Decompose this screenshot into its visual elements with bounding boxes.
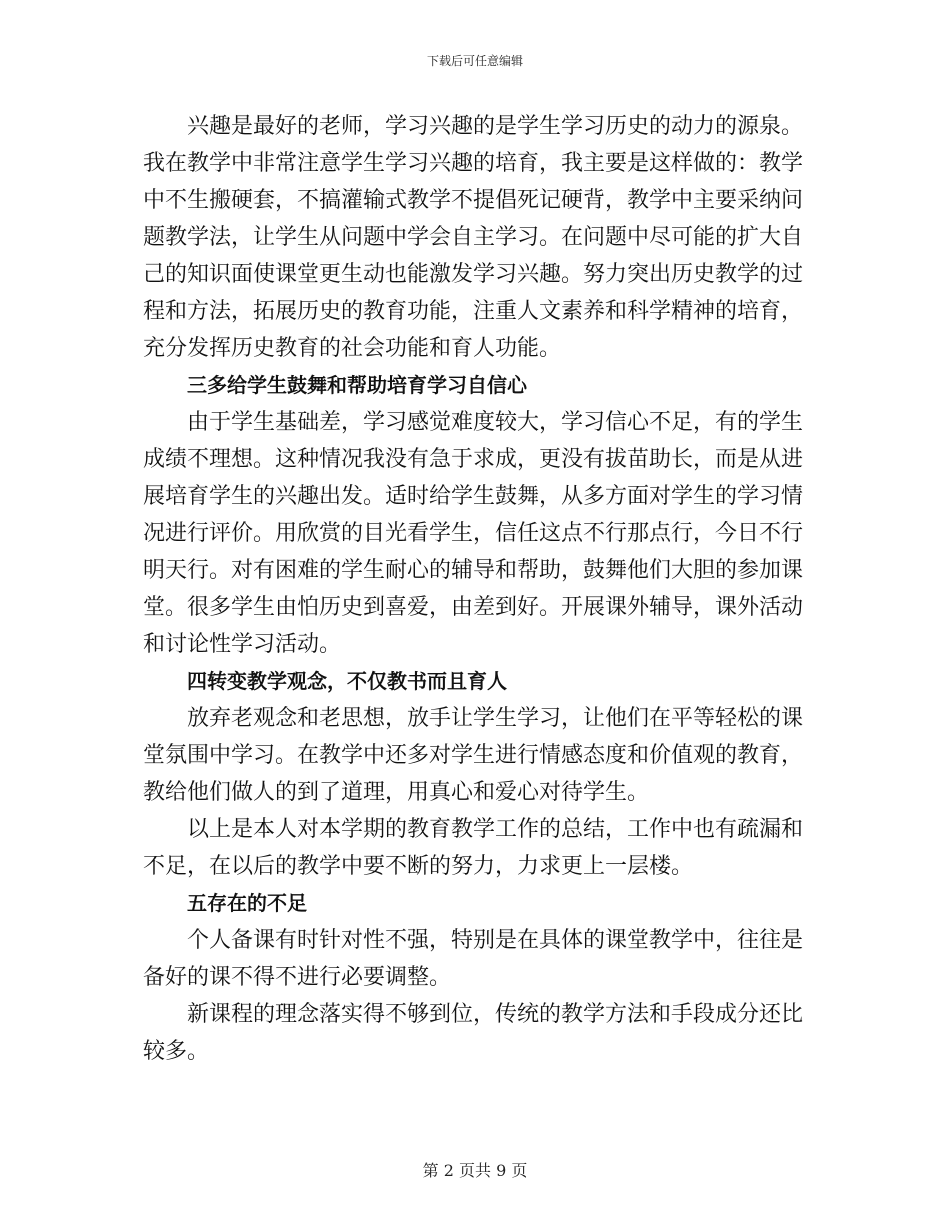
paragraph-line: 教给他们做人的到了道理，用真心和爱心对待学生。 <box>143 780 650 805</box>
paragraph-line: 成绩不理想。这种情况我没有急于求成，更没有拔苗助长，而是从进 <box>143 447 804 472</box>
page-footer: 第 2 页共 9 页 <box>422 1161 528 1180</box>
document-body <box>143 108 805 1070</box>
body-paragraph <box>143 700 805 811</box>
body-paragraph <box>143 811 805 885</box>
paragraph-line: 我在教学中非常注意学生学习兴趣的培育，我主要是这样做的：教学 <box>143 151 804 176</box>
page-header: 下载后可任意编辑 <box>426 54 523 68</box>
section-heading: 四转变教学观念，不仅教书而且育人 <box>187 669 507 693</box>
body-paragraph <box>143 404 805 663</box>
paragraph-line: 以上是本人对本学期的教育教学工作的总结，工作中也有疏漏和 <box>187 817 804 842</box>
paragraph-line: 堂氛围中学习。在教学中还多对学生进行情感态度和价值观的教育， <box>143 743 804 768</box>
body-paragraph <box>143 922 805 996</box>
paragraph-line: 个人备课有时针对性不强，特别是在具体的课堂教学中，往往是 <box>187 928 804 953</box>
body-paragraph <box>143 996 805 1070</box>
paragraph-line: 新课程的理念落实得不够到位，传统的教学方法和手段成分还比 <box>187 1002 804 1027</box>
section-heading: 五存在的不足 <box>187 891 307 915</box>
paragraph-line: 题教学法，让学生从问题中学会自主学习。在问题中尽可能的扩大自 <box>143 225 804 250</box>
paragraph-line: 堂。很多学生由怕历史到喜爱，由差到好。开展课外辅导，课外活动 <box>143 595 804 620</box>
paragraph-line: 由于学生基础差，学习感觉难度较大，学习信心不足，有的学生 <box>187 410 804 435</box>
paragraph-line: 己的知识面使课堂更生动也能激发学习兴趣。努力突出历史教学的过 <box>143 262 804 287</box>
paragraph-line: 中不生搬硬套，不搞灌输式教学不提倡死记硬背，教学中主要采纳问 <box>143 188 804 213</box>
body-paragraph <box>143 108 805 367</box>
paragraph-line: 不足，在以后的教学中要不断的努力，力求更上一层楼。 <box>143 854 694 879</box>
paragraph-line: 和讨论性学习活动。 <box>143 632 342 657</box>
paragraph-line: 兴趣是最好的老师，学习兴趣的是学生学习历史的动力的源泉。 <box>187 114 804 139</box>
paragraph-line: 备好的课不得不进行必要调整。 <box>143 965 452 990</box>
paragraph-line: 展培育学生的兴趣出发。适时给学生鼓舞，从多方面对学生的学习情 <box>143 484 804 509</box>
section-heading: 三多给学生鼓舞和帮助培育学习自信心 <box>187 373 527 397</box>
paragraph-line: 充分发挥历史教育的社会功能和育人功能。 <box>143 336 562 361</box>
paragraph-line: 明天行。对有困难的学生耐心的辅导和帮助，鼓舞他们大胆的参加课 <box>143 558 804 583</box>
paragraph-line: 程和方法，拓展历史的教育功能，注重人文素养和科学精神的培育， <box>143 299 804 324</box>
paragraph-line: 较多。 <box>143 1039 210 1064</box>
paragraph-line: 放弃老观念和老思想，放手让学生学习，让他们在平等轻松的课 <box>187 706 804 731</box>
paragraph-line: 况进行评价。用欣赏的目光看学生，信任这点不行那点行，今日不行 <box>143 521 804 546</box>
